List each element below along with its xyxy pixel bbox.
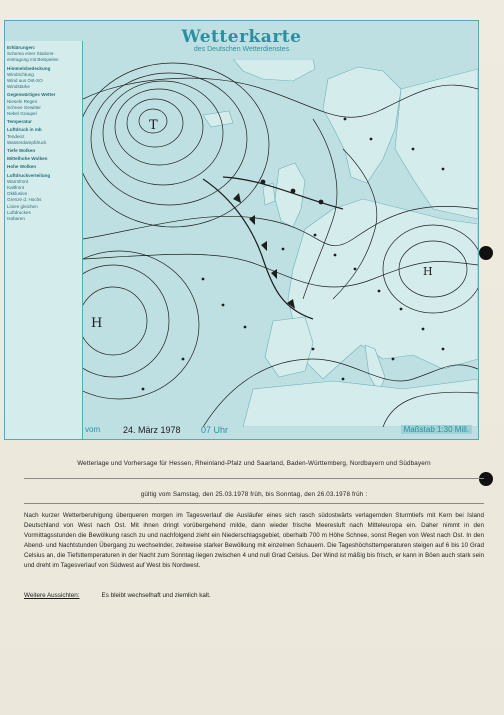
legend-line: Luftdruckes — [7, 209, 31, 215]
legend-line: Tendenz — [7, 133, 25, 139]
map-time: 07 Uhr — [201, 425, 229, 435]
map-scale: Maßstab 1:30 Mill. — [401, 425, 472, 434]
legend-line: Schema einer Stations- — [7, 51, 55, 57]
weather-map — [4, 20, 479, 440]
map-date: 24. März 1978 — [123, 425, 181, 435]
legend-line: Grenze d. Hochs — [7, 197, 42, 203]
map-title: Wetterkarte — [181, 27, 302, 47]
legend-line: Windrichtung — [7, 71, 34, 77]
map-subtitle: des Deutschen Wetterdienstes — [193, 46, 290, 53]
outlook-value: Es bleibt wechselhaft und ziemlich kalt. — [101, 592, 211, 599]
land-europe — [288, 199, 478, 379]
divider — [24, 503, 484, 504]
legend-line: Kaltfront — [7, 185, 25, 191]
legend-line: Schnee Gewitter — [7, 104, 41, 110]
legend-line: Luftdruck in mb — [7, 127, 42, 133]
legend-line: Wind aus Ost-SO — [7, 78, 43, 84]
divider — [24, 478, 484, 479]
outlook-label: Weitere Aussichten: — [24, 592, 80, 599]
synoptic-chart — [83, 59, 478, 427]
legend-line: Temperatur — [7, 119, 32, 125]
outlook — [24, 592, 484, 599]
land-africa — [243, 379, 478, 427]
forecast-body: Nach kurzer Wetterberuhigung überqueren morgen im Tagesverlauf die Ausläufer eines sich rasch südostwärts verlagernden Sturmtiefs mit Kern bei Island Deutschland von West nach Ost. Mit ihnen dringt vorübergehend milde, dann wieder frische Meeresluft nach Mitteleuropa ein. Daher nimmt in den Vormittagsstunden die Bewölkung rasch zu und nachfolgend zieht ein Niederschlagsgebiet, oberhalb 700 m Höhe Schnee, sonst Regen von West nach Ost. In den Abend- und Nachtstunden Übergang zu wechselnder, zeitweise starker Bewölkung mit einzelnen Schauern. Die Tageshöchsttemperaturen steigen auf 6 bis 10 Grad Celsius an, die Tiefsttemperaturen in der Nacht zum Sonntag liegen zwischen 4 und null Grad Celsius. Der Wind ist mäßig bis frisch, er kann in Böen auch stark sein und dreht im Tagesverlauf von Südwest auf West bis Nordwest. — [24, 512, 484, 569]
map-vom-label: vom — [85, 425, 101, 434]
punch-hole-bottom — [479, 472, 493, 486]
forecast-region-header: Wetterlage und Vorhersage für Hessen, Rheinland-Pfalz und Saarland, Baden-Württemberg, Nordbayern und Südbayern — [77, 460, 431, 467]
low-pressure-symbol: T — [149, 118, 158, 133]
legend-line: Windstärke — [7, 84, 30, 90]
legend-line: Tiefe Wolken — [7, 148, 36, 154]
legend-line: Luftdruckverteilung — [7, 172, 51, 178]
punch-hole-top — [479, 246, 493, 260]
legend-line: Linien gleichen — [7, 203, 38, 209]
legend-line: Nebel Graupel — [7, 111, 37, 117]
legend-line: Warmfront — [7, 178, 29, 184]
legend-line: Hohe Wolken — [7, 164, 37, 170]
legend-line: Isobaren — [7, 216, 25, 222]
legend-line: Nieseln Regen — [7, 98, 38, 104]
legend-line: Erklärungen: — [7, 45, 36, 50]
legend-line: eintragung mit Beispielen — [7, 57, 59, 63]
legend-line: Gegenwärtiges Wetter — [7, 92, 56, 98]
high-pressure-symbol-east: H — [423, 265, 433, 278]
legend-line: Wasserdampfdruck — [7, 139, 47, 145]
forecast-validity: gültig vom Samstag, den 25.03.1978 früh, bis Sonntag, den 26.03.1978 früh : — [140, 491, 368, 498]
high-pressure-symbol: H — [91, 316, 103, 331]
legend-line: Okklusion — [7, 191, 28, 197]
legend-line: Mittelhohe Wolken — [7, 156, 48, 162]
map-legend — [5, 41, 83, 439]
legend-line: Himmelsbedeckung — [7, 65, 51, 71]
